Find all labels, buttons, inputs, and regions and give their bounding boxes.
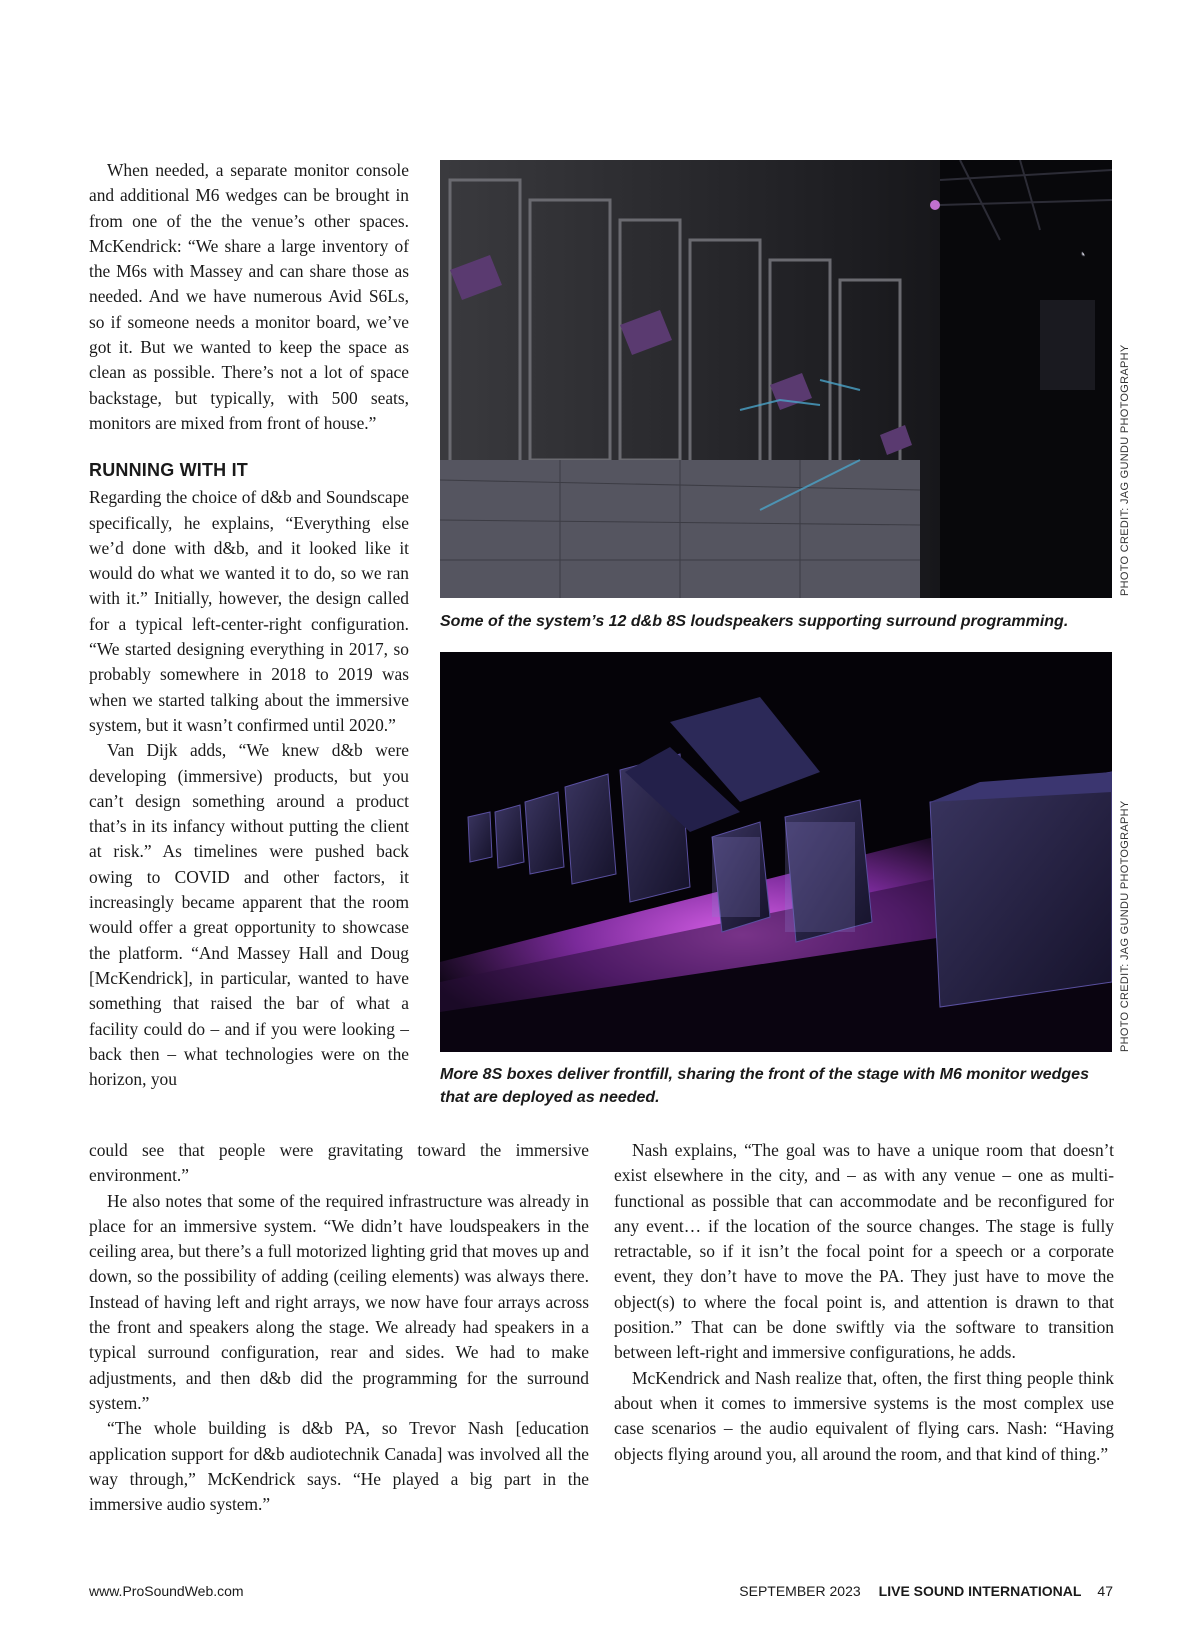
- paragraph: When needed, a separate monitor console and additional M6 wedges can be brought in from one of the the venue’s other spaces. McKendrick: “We share a large inventory of the M6s with Massey and can share those as needed. And we have numerous Avid S6Ls, so if someone needs a monitor board, we’ve got it. But we wanted to keep the space as clean as possible. There’s not a lot of space backstage, but typically, with 500 seats, monitors are mixed from front of house.”: [89, 160, 409, 433]
- paragraph: He also notes that some of the required infrastructure was already in place for an immersive system. “We didn’t have loudspeakers in the ceiling area, but there’s a full motorized lighting grid that moves up and down, so the possibility of adding (ceiling elements) was always there. Instead of having left and right arrays, we now have four arrays across the front and speakers along the stage. We already had speakers in a typical surround configuration, rear and sides. We had to make adjustments, and then d&b did the programming for the surround system.”: [89, 1190, 589, 1413]
- paragraph: Van Dijk adds, “We knew d&b were developing (immersive) products, but you can’t design something around a product that’s in its infancy without putting the client at risk.” As timelines were pushed back owing to COVID and other factors, it increasingly became apparent that the room would offer a great opportunity to showcase the platform. “And Massey Hall and Doug [McKendrick], in particular, wanted to have something that raised the bar of what a facility could do – and if you were looking – back then – what technologies were on the horizon, you: [89, 740, 409, 1090]
- photo-credit-top: PHOTO CREDIT: JAG GUNDU PHOTOGRAPHY: [1119, 344, 1131, 596]
- photo-credit-bottom: PHOTO CREDIT: JAG GUNDU PHOTOGRAPHY: [1119, 800, 1131, 1052]
- frontfill-speakers-image: [440, 652, 1112, 1052]
- paragraph: McKendrick and Nash realize that, often, the first thing people think about when it comes to immersive systems is the most complex use case scenarios – the audio equivalent of flying cars. Nash: “Having objects flying around you, all around the room, and that kind of thing.”: [614, 1367, 1114, 1464]
- photo-frontfill-speakers: [440, 652, 1112, 1052]
- figure-caption-bottom: More 8S boxes deliver frontfill, sharing the front of the stage with M6 monitor wedges that are deployed as needed.: [440, 1066, 1089, 1106]
- section-subhead: RUNNING WITH IT: [89, 460, 248, 481]
- footer-date: SEPTEMBER 2023: [739, 1583, 861, 1599]
- figure-caption-top: Some of the system’s 12 d&b 8S loudspeakers supporting surround programming.: [440, 613, 1069, 630]
- footer-issue-info: [739, 1583, 1113, 1599]
- wall-speakers-image: [440, 160, 1112, 598]
- paragraph: could see that people were gravitating toward the immersive environment.”: [89, 1140, 589, 1186]
- footer-magazine-name: LIVE SOUND INTERNATIONAL: [878, 1583, 1082, 1599]
- paragraph: “The whole building is d&b PA, so Trevor Nash [education application support for d&b audiotechnik Canada] was involved all the way through,” McKendrick says. “He played a big part in the immersive audio system.”: [89, 1418, 589, 1515]
- article-column-left-bottom: [89, 1138, 589, 1517]
- article-column-left-top: [89, 158, 409, 1092]
- photo-wall-speakers: [440, 160, 1112, 598]
- footer-website: www.ProSoundWeb.com: [89, 1583, 244, 1599]
- paragraph: Nash explains, “The goal was to have a unique room that doesn’t exist elsewhere in the city, and – as with any venue – one as multi-functional as possible that can accommodate and be reconfigured for any event… if the location of the source changes. The stage is fully retractable, so if it isn’t the focal point for a speech or a corporate event, they don’t have to move the PA. They just have to move the object(s) to where the focal point is, and attention is drawn to that position.” That can be done swiftly via the software to transition between left-right and immersive configurations, he adds.: [614, 1140, 1114, 1363]
- footer-page-number: 47: [1097, 1583, 1113, 1599]
- paragraph: Regarding the choice of d&b and Soundscape specifically, he explains, “Everything else we’d done with d&b, and it looked like it would do what we wanted it to do, so we ran with it.” Initially, however, the design called for a typical left-center-right configuration. “We started designing everything in 2017, so probably somewhere in 2018 to 2019 was when we started talking about the immersive system, but it wasn’t confirmed until 2020.”: [89, 487, 409, 735]
- article-column-right-bottom: [614, 1138, 1114, 1467]
